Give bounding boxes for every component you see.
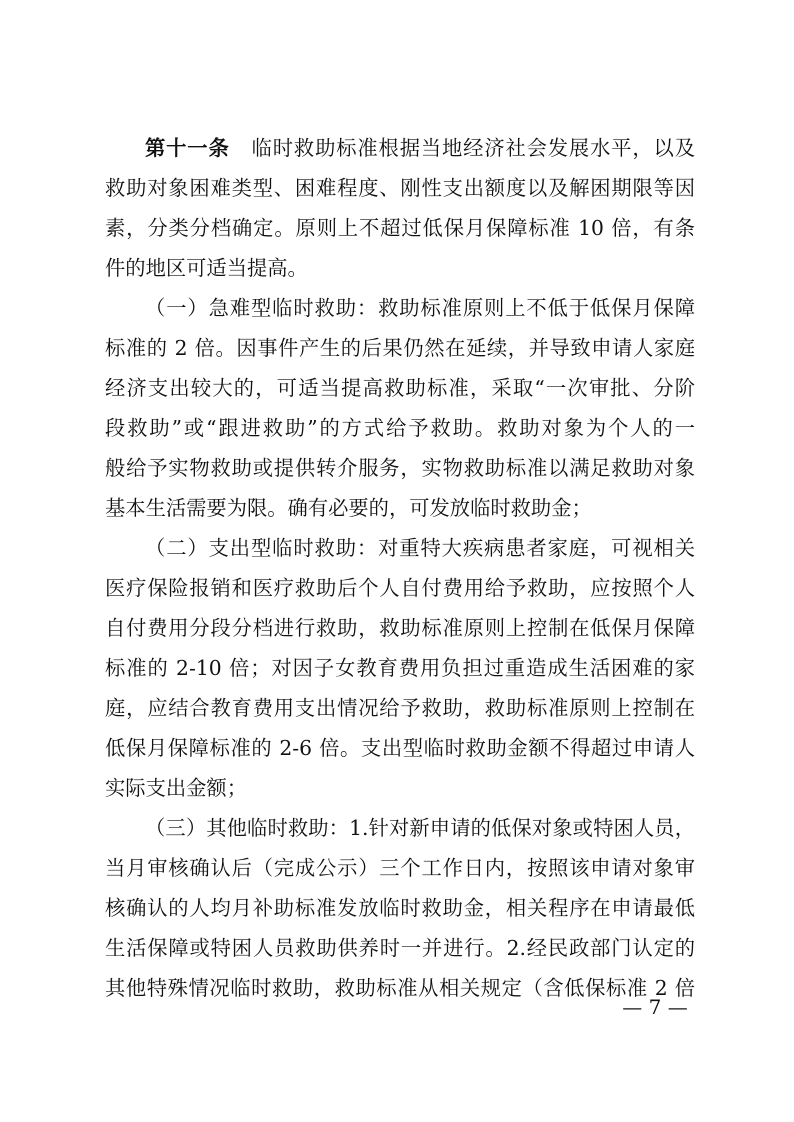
paragraph-line: 生活保障或特困人员救助供养时一并进行。2.经民政部门认定的 — [105, 936, 695, 960]
page-number: — 7 — — [622, 995, 688, 1019]
paragraph-line: 经济支出较大的，可适当提高救助标准，采取“一次审批、分阶 — [105, 376, 695, 400]
paragraph-line: 低保月保障标准的 2-6 倍。支出型临时救助金额不得超过申请人 — [105, 736, 695, 760]
paragraph-line: 救助对象困难类型、困难程度、刚性支出额度以及解困期限等因 — [105, 176, 695, 200]
paragraph-line: 素，分类分档确定。原则上不超过低保月保障标准 10 倍，有条 — [105, 216, 695, 240]
paragraph-line: 标准的 2-10 倍；对因子女教育费用负担过重造成生活困难的家 — [105, 656, 695, 680]
paragraph-line: 庭，应结合教育费用支出情况给予救助，救助标准原则上控制在 — [105, 696, 695, 720]
article-heading: 第十一条 — [145, 136, 230, 160]
paragraph-line: 般给予实物救助或提供转介服务，实物救助标准以满足救助对象 — [105, 456, 695, 480]
paragraph-line: 段救助”或“跟进救助”的方式给予救助。救助对象为个人的一 — [105, 416, 695, 440]
paragraph-line: 件的地区可适当提高。 — [105, 256, 308, 280]
paragraph-line: （二）支出型临时救助：对重特大疾病患者家庭，可视相关 — [145, 536, 695, 560]
paragraph-line: 自付费用分段分档进行救助，救助标准原则上控制在低保月保障 — [105, 616, 695, 640]
paragraph-line: 医疗保险报销和医疗救助后个人自付费用给予救助，应按照个人 — [105, 576, 695, 600]
paragraph-line: 标准的 2 倍。因事件产生的后果仍然在延续，并导致申请人家庭 — [105, 336, 695, 360]
paragraph-line: （一）急难型临时救助：救助标准原则上不低于低保月保障 — [145, 296, 695, 320]
paragraph-line: 当月审核确认后（完成公示）三个工作日内，按照该申请对象审 — [105, 856, 695, 880]
paragraph-line: 其他特殊情况临时救助，救助标准从相关规定（含低保标准 2 倍 — [105, 976, 695, 1000]
paragraph-line: 实际支出金额； — [105, 776, 247, 800]
paragraph-line: 基本生活需要为限。确有必要的，可发放临时救助金； — [105, 496, 592, 520]
paragraph-line — [145, 128, 695, 168]
line-text: 临时救助标准根据当地经济社会发展水平，以及 — [251, 136, 695, 160]
paragraph-line: （三）其他临时救助：1.针对新申请的低保对象或特困人员， — [145, 816, 695, 840]
paragraph-line: 核确认的人均月补助标准发放临时救助金，相关程序在申请最低 — [105, 896, 695, 920]
